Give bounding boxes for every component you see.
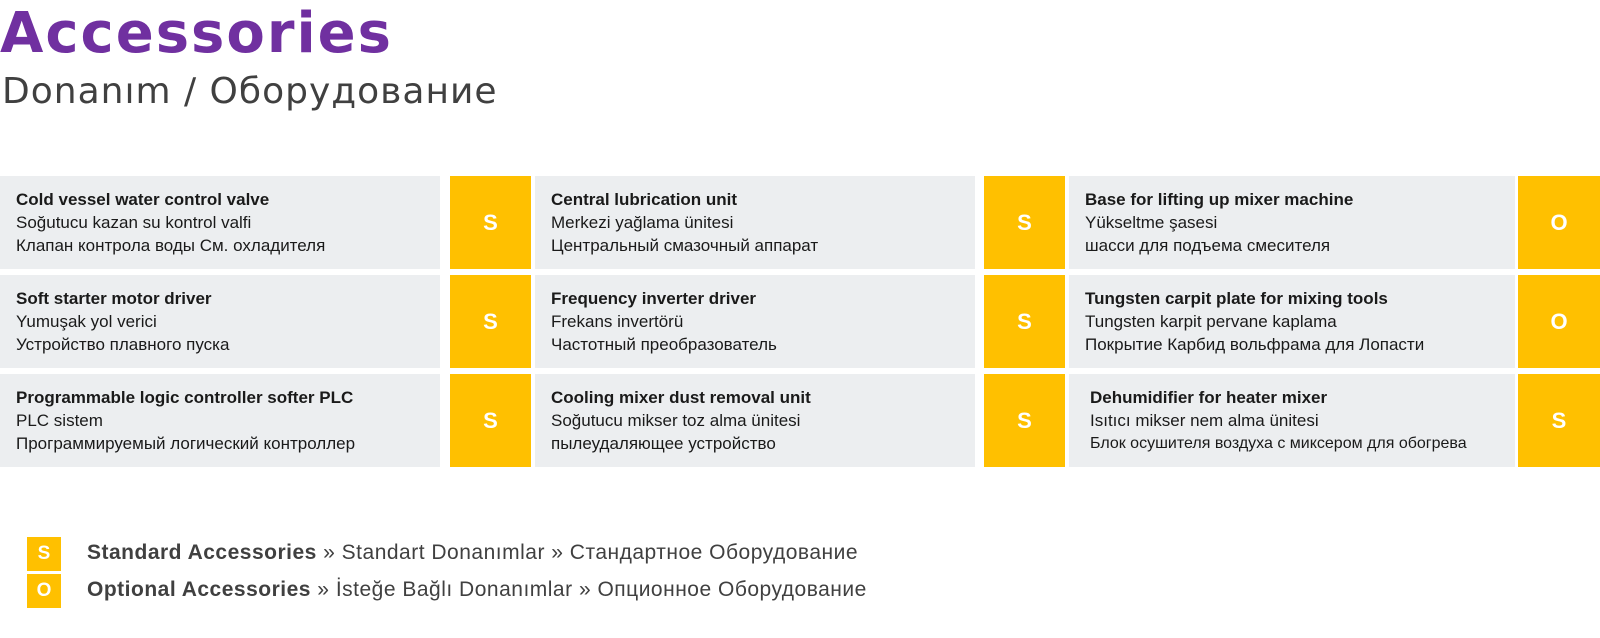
accessory-name-en: Cold vessel water control valve (16, 190, 270, 209)
accessory-cell (0, 176, 440, 269)
accessory-name-ru: Блок осушителя воздуха с миксером для обогрева (1090, 435, 1467, 452)
legend-optional-text (87, 578, 867, 602)
legend-standard-text (87, 541, 858, 565)
accessory-name-en: Cooling mixer dust removal unit (551, 388, 811, 407)
accessory-cell (535, 374, 975, 467)
accessory-name-ru: пылеудаляющее устройство (551, 434, 776, 453)
accessory-name-tr: Isıtıcı mikser nem alma ünitesi (1090, 411, 1319, 430)
accessory-name-tr: Soğutucu mikser toz alma ünitesi (551, 411, 801, 430)
accessory-name-tr: Merkezi yağlama ünitesi (551, 213, 734, 232)
legend-standard-label: Standard Accessories (87, 541, 317, 564)
accessory-name-tr: Frekans invertörü (551, 312, 684, 331)
accessory-name-ru: Устройство плавного пуска (16, 335, 230, 354)
accessory-name-ru: Покрытие Карбид вольфрама для Лопасти (1085, 335, 1425, 354)
standard-badge: S (1518, 374, 1600, 467)
accessory-name-ru: Клапан контрола воды См. охладителя (16, 236, 326, 255)
accessory-cell (0, 374, 440, 467)
accessory-name-ru: Частотный преобразователь (551, 335, 777, 354)
accessory-name-tr: Tungsten karpit pervane kaplama (1085, 312, 1337, 331)
accessory-name-tr: PLC sistem (16, 411, 103, 430)
accessory-name-en: Programmable logic controller softer PLC (16, 388, 354, 407)
optional-badge: O (1518, 176, 1600, 269)
optional-badge: O (27, 574, 61, 608)
legend-optional-label: Optional Accessories (87, 578, 311, 601)
accessory-name-tr: Yumuşak yol verici (16, 312, 157, 331)
standard-badge: S (450, 275, 531, 368)
accessory-name-ru: Центральный смазочный аппарат (551, 236, 819, 255)
accessory-cell (535, 176, 975, 269)
accessory-name-en: Soft starter motor driver (16, 289, 212, 308)
standard-badge: S (984, 176, 1065, 269)
accessory-name-tr: Soğutucu kazan su kontrol valfi (16, 213, 252, 232)
accessory-cell (0, 275, 440, 368)
legend-optional-translations: » İsteğe Bağlı Donanımlar » Опционное Оборудование (310, 578, 867, 601)
accessory-name-en: Tungsten carpit plate for mixing tools (1085, 289, 1388, 308)
accessory-name-en: Base for lifting up mixer machine (1085, 190, 1354, 209)
standard-badge: S (450, 176, 531, 269)
accessory-name-tr: Yükseltme şasesi (1085, 213, 1218, 232)
accessory-cell (535, 275, 975, 368)
accessory-name-en: Frequency inverter driver (551, 289, 757, 308)
optional-badge: O (1518, 275, 1600, 368)
accessory-name-ru: Программируемый логический контроллер (16, 434, 356, 453)
standard-badge: S (984, 374, 1065, 467)
legend-standard-translations: » Standart Donanımlar » Стандартное Оборудование (316, 541, 859, 564)
standard-badge: S (27, 537, 61, 571)
accessory-cell (1069, 374, 1515, 467)
standard-badge: S (984, 275, 1065, 368)
accessory-name-en: Dehumidifier for heater mixer (1090, 388, 1328, 407)
accessory-cell (1069, 176, 1515, 269)
standard-badge: S (450, 374, 531, 467)
page-subtitle: Donanım / Оборудование (2, 71, 498, 112)
accessory-name-ru: шасси для подъема смесителя (1085, 236, 1331, 255)
page-title: Accessories (0, 1, 393, 66)
accessory-name-en: Central lubrication unit (551, 190, 738, 209)
accessory-cell (1069, 275, 1515, 368)
